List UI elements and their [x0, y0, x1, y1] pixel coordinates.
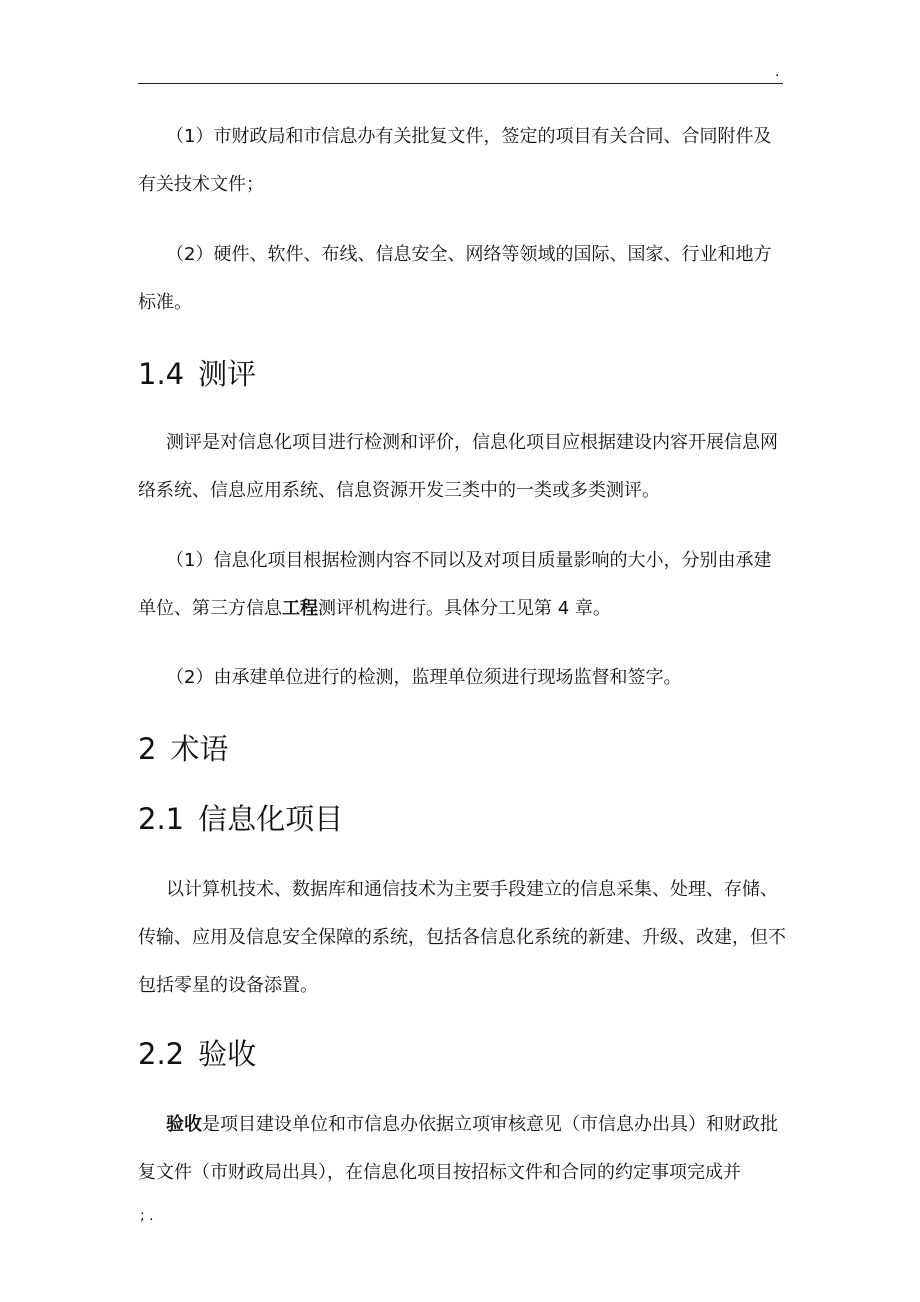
paragraph-info-project-def: 以计算机技术、数据库和通信技术为主要手段建立的信息采集、处理、存储、传输、应用及信息安全保障的系统，包括各信息化系统的新建、升级、改建，但不包括零星的设备添置。: [138, 879, 786, 996]
paragraph-standards: （2）硬件、软件、布线、信息安全、网络等领域的国际、国家、行业和地方标准。: [138, 244, 772, 313]
heading-title: 测评: [198, 357, 257, 391]
heading-2-1: [138, 799, 343, 839]
footer-mark: ; .: [140, 1208, 154, 1224]
heading-number: 2: [138, 732, 157, 766]
text-run-bold: 工程: [282, 598, 318, 619]
paragraph-evaluation-2: （2）由承建单位进行的检测，监理单位须进行现场监督和签字。: [166, 667, 682, 688]
heading-number: 2.1: [138, 802, 185, 836]
header-mark: .: [775, 64, 780, 80]
heading-title: 验收: [198, 1037, 257, 1071]
heading-number: 1.4: [138, 357, 185, 391]
heading-title: 信息化项目: [198, 802, 344, 836]
heading-title: 术语: [170, 732, 229, 766]
text-run: （1）信息化项目根据检测内容不同以及对项目质量影响的大小，分别由承建单位、第三方信息: [138, 550, 772, 619]
heading-1-4: [138, 354, 256, 394]
heading-number: 2.2: [138, 1037, 185, 1071]
paragraph-evaluation-def: 测评是对信息化项目进行检测和评价，信息化项目应根据建设内容开展信息网络系统、信息应用系统、信息资源开发三类中的一类或多类测评。: [138, 432, 778, 501]
paragraph-evaluation-1: [138, 537, 788, 633]
text-run-bold: 验收: [166, 1114, 202, 1135]
text-run: 是项目建设单位和市信息办依据立项审核意见（市信息办出具）和财政批复文件（市财政局出具），在信息化项目按招标文件和合同的约定事项完成并: [138, 1114, 778, 1183]
header-rule: [138, 83, 783, 84]
paragraph-acceptance-def: [138, 1101, 788, 1197]
heading-2-2: [138, 1034, 256, 1074]
heading-2: [138, 729, 228, 769]
paragraph-approval-docs: （1）市财政局和市信息办有关批复文件，签定的项目有关合同、合同附件及有关技术文件；: [138, 126, 772, 195]
text-run: 测评机构进行。具体分工见第 4 章。: [318, 598, 611, 619]
